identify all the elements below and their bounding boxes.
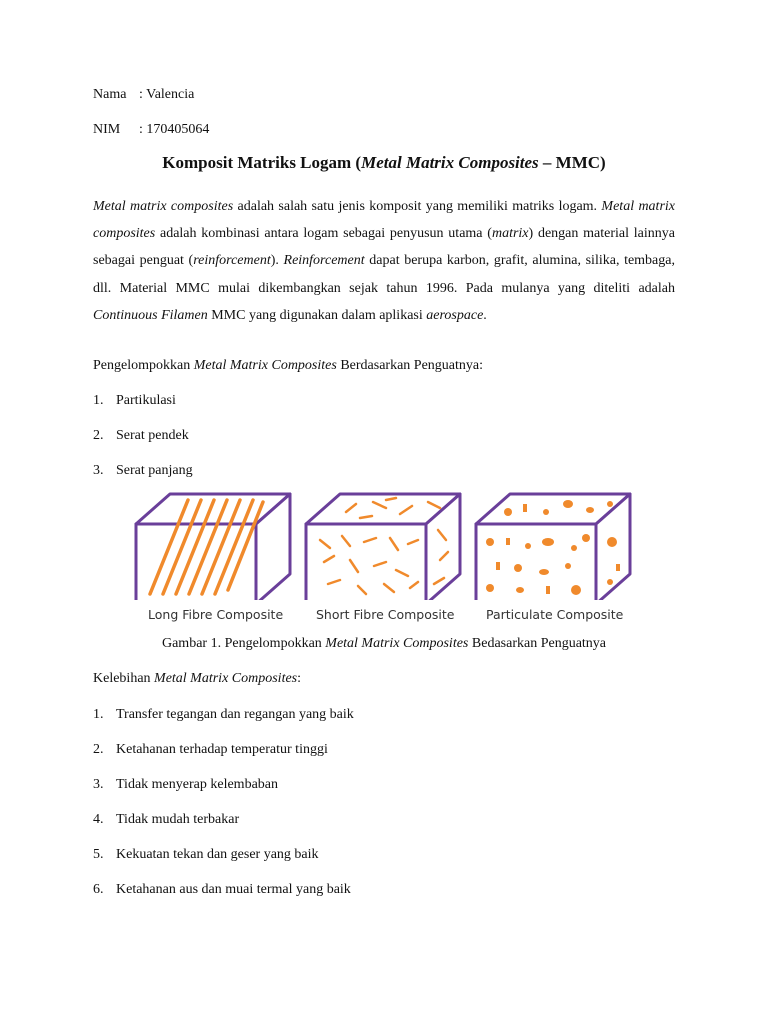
advantages-heading bbox=[93, 671, 301, 687]
figure-caption bbox=[0, 636, 768, 652]
nim-label: NIM bbox=[93, 122, 121, 137]
intro-text: adalah salah satu jenis komposit yang memiliki matriks logam. bbox=[233, 199, 602, 214]
heading-italic: Metal Matrix Composites bbox=[193, 358, 337, 373]
intro-text: dapat berupa karbon, grafit, alumina, silika, tembaga, dll. Material MMC mulai dikembangkan sejak tahun 1996. Pada mulanya yang diteliti adalah bbox=[93, 253, 675, 296]
heading-text: Pengelompokkan bbox=[93, 358, 194, 373]
list-number: 4. bbox=[93, 812, 104, 827]
intro-term: Reinforcement bbox=[283, 253, 365, 269]
name-line bbox=[93, 87, 194, 103]
nim-line bbox=[93, 122, 209, 138]
list-item bbox=[93, 812, 239, 828]
heading-text: Berdasarkan Penguatnya: bbox=[336, 358, 484, 373]
list-number: 2. bbox=[93, 742, 104, 757]
intro-term: Metal matrix composites bbox=[93, 199, 675, 242]
heading-text: : bbox=[297, 671, 302, 686]
intro-text: . bbox=[483, 307, 487, 323]
intro-term: aerospace bbox=[426, 307, 484, 323]
intro-text: adalah kombinasi antara logam sebagai penyusun utama ( bbox=[155, 226, 492, 242]
list-text: Kekuatan tekan dan geser yang baik bbox=[116, 847, 319, 862]
heading-text: Kelebihan bbox=[93, 671, 155, 686]
long-fibre-box bbox=[136, 494, 290, 600]
list-text: Tidak mudah terbakar bbox=[116, 812, 240, 827]
list-item bbox=[93, 463, 193, 479]
title-text: Komposit Matriks Logam ( bbox=[162, 153, 362, 172]
list-item bbox=[93, 742, 328, 758]
intro-term: reinforcement bbox=[193, 253, 271, 269]
caption-text: Gambar 1. Pengelompokkan bbox=[161, 636, 326, 651]
list-number: 2. bbox=[93, 428, 104, 443]
list-number: 3. bbox=[93, 777, 104, 792]
list-text: Transfer tegangan dan regangan yang baik bbox=[116, 707, 354, 722]
caption-text: Bedasarkan Penguatnya bbox=[468, 636, 607, 651]
group-heading bbox=[93, 358, 483, 374]
figure-label-long: Long Fibre Composite bbox=[148, 607, 284, 622]
list-number: 6. bbox=[93, 882, 104, 897]
intro-term: Metal matrix composites bbox=[93, 199, 234, 214]
figure-label-particulate: Particulate Composite bbox=[486, 607, 624, 622]
heading-italic: Metal Matrix Composites bbox=[154, 671, 298, 686]
nim-value: : 170405064 bbox=[139, 122, 210, 137]
list-item bbox=[93, 777, 278, 793]
list-number: 1. bbox=[93, 393, 104, 408]
list-number: 5. bbox=[93, 847, 104, 862]
list-item bbox=[93, 882, 351, 898]
figure-label-short: Short Fibre Composite bbox=[316, 607, 455, 622]
list-text: Ketahanan terhadap temperatur tinggi bbox=[116, 742, 328, 757]
name-value: : Valencia bbox=[139, 87, 195, 102]
composite-diagrams bbox=[128, 490, 638, 600]
intro-term: matrix bbox=[491, 226, 529, 242]
list-text: Ketahanan aus dan muai termal yang baik bbox=[116, 882, 351, 897]
list-item bbox=[93, 847, 319, 863]
intro-term: Continuous Filamen bbox=[93, 307, 208, 323]
list-number: 3. bbox=[93, 463, 104, 478]
intro-text: ). bbox=[270, 253, 284, 269]
document-title bbox=[0, 153, 768, 173]
caption-italic: Metal Matrix Composites bbox=[325, 636, 469, 651]
title-suffix: – MMC) bbox=[538, 153, 606, 172]
list-item bbox=[93, 393, 176, 409]
title-italic: Metal Matrix Composites bbox=[361, 153, 539, 172]
intro-paragraph bbox=[93, 193, 675, 329]
list-text: Partikulasi bbox=[116, 393, 176, 408]
list-number: 1. bbox=[93, 707, 104, 722]
list-text: Serat panjang bbox=[116, 463, 193, 478]
intro-text: MMC yang digunakan dalam aplikasi bbox=[207, 307, 427, 323]
particulate-box bbox=[476, 494, 630, 600]
list-text: Tidak menyerap kelembaban bbox=[116, 777, 278, 792]
intro-text: ) dengan material lainnya sebagai penguat ( bbox=[93, 226, 675, 269]
list-item bbox=[93, 428, 189, 444]
list-text: Serat pendek bbox=[116, 428, 189, 443]
name-label: Nama bbox=[93, 87, 127, 102]
list-item bbox=[93, 707, 354, 723]
